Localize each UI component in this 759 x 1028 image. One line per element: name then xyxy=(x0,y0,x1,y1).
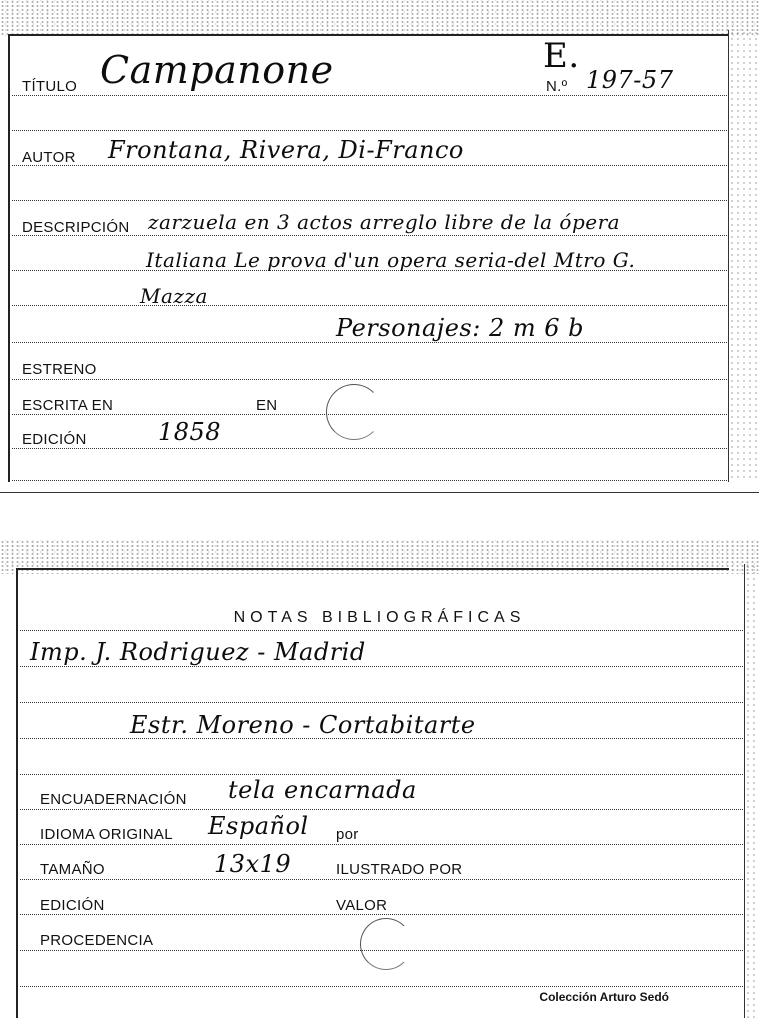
description-value-line1: zarzuela en 3 actos arreglo libre de la ópera xyxy=(148,210,621,234)
illustrated-by-label: ILUSTRADO POR xyxy=(336,861,463,878)
author-label: AUTOR xyxy=(22,149,76,166)
in-label: EN xyxy=(256,397,278,414)
provenance-label: PROCEDENCIA xyxy=(40,932,154,949)
card-border-right xyxy=(744,564,759,1018)
section-letter: E. xyxy=(543,36,580,76)
ruled-line xyxy=(20,879,743,880)
number-value: 197-57 xyxy=(586,66,674,94)
description-value-line2: Italiana Le prova d'un opera seria-del Mtro G. xyxy=(146,248,636,272)
size-value: 13x19 xyxy=(214,850,292,878)
ruled-line xyxy=(12,165,727,166)
card-border-right xyxy=(728,30,759,482)
binding-value: tela encarnada xyxy=(228,776,417,804)
card-texture xyxy=(0,0,759,36)
card-border-top xyxy=(8,34,729,36)
catalog-card-back xyxy=(0,540,759,1028)
ruled-line xyxy=(20,809,743,810)
title-label: TÍTULO xyxy=(22,78,78,95)
card-separator xyxy=(0,492,759,493)
author-value: Frontana, Rivera, Di-Franco xyxy=(108,136,464,164)
ruled-line xyxy=(12,342,727,343)
ruled-line xyxy=(20,986,743,987)
by-label: por xyxy=(336,826,359,843)
ruled-line xyxy=(12,448,727,449)
card-border-left xyxy=(0,34,10,482)
ruled-line xyxy=(20,844,743,845)
card-border-top xyxy=(16,568,729,570)
written-in-label: ESCRITA EN xyxy=(22,397,114,414)
catalog-card-front xyxy=(0,0,759,492)
ruled-line xyxy=(12,379,727,380)
ruled-line xyxy=(20,630,743,631)
ruled-line xyxy=(20,774,743,775)
stamp-mark xyxy=(326,384,382,440)
original-language-label: IDIOMA ORIGINAL xyxy=(40,826,173,843)
ruled-line xyxy=(12,200,727,201)
ruled-line xyxy=(12,130,727,131)
size-label: TAMAÑO xyxy=(40,861,105,878)
ruled-line xyxy=(20,702,743,703)
ruled-line xyxy=(20,666,743,667)
ruled-line xyxy=(20,914,743,915)
description-label: DESCRIPCIÓN xyxy=(22,219,130,236)
stamp-mark xyxy=(360,918,412,970)
edition-value: 1858 xyxy=(158,418,222,446)
original-language-value: Español xyxy=(208,812,309,840)
binding-label: ENCUADERNACIÓN xyxy=(40,791,187,808)
notes-value-line2: Estr. Moreno - Cortabitarte xyxy=(130,711,476,739)
title-value: Campanone xyxy=(100,48,334,92)
characters-value: Personajes: 2 m 6 b xyxy=(336,314,584,342)
ruled-line xyxy=(12,305,727,306)
edition-label: EDICIÓN xyxy=(22,431,87,448)
premiere-label: ESTRENO xyxy=(22,361,97,378)
bibliographic-notes-heading: NOTAS BIBLIOGRÁFICAS xyxy=(233,609,526,626)
ruled-line xyxy=(12,480,727,481)
value-label: VALOR xyxy=(336,897,388,914)
ruled-line xyxy=(12,95,727,96)
collection-footer: Colección Arturo Sedó xyxy=(539,990,669,1004)
edition-label: EDICIÓN xyxy=(40,897,105,914)
notes-value-line1: Imp. J. Rodriguez - Madrid xyxy=(30,638,366,666)
description-value-line3: Mazza xyxy=(140,284,208,308)
number-label: N.º xyxy=(546,78,568,95)
card-border-left xyxy=(0,568,18,1018)
